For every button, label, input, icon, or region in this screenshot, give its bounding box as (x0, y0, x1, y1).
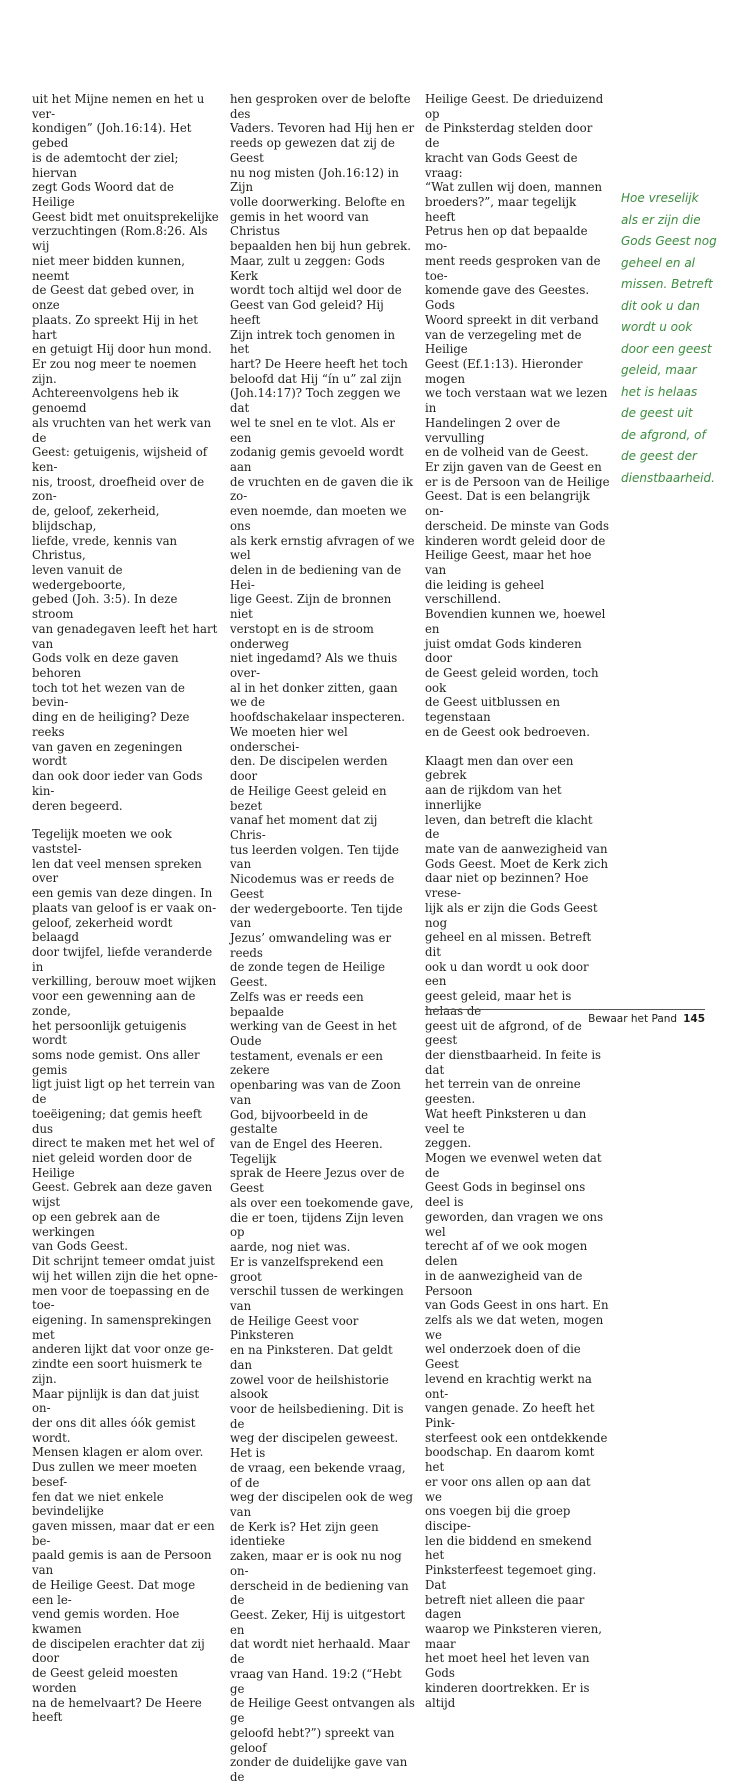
paragraph: Heilige Geest. De drieduizend op de Pinksterdag stelden door de kracht van Gods Geest de vraag: “Wat zullen wij doen, mannen broeders?”, maar tegelijk heeft Petrus hen op dat bepaalde mo- ment reeds gesproken van de toe- komende gave des Geestes. Gods Woord spreekt in dit verband van de verzegeling met de Heilige Geest (Ef.1:13). Hieronder mogen we toch verstaan wat we lezen in Handelingen 2 over de vervulling en de volheid van de Geest. (425, 92, 608, 460)
paragraph: Dus zullen we meer moeten besef- fen dat we niet enkele bevindelijke gaven missen, maar dat er een be- paald gemis is aan de Persoon van de Heilige Geest. Dat moge een le- vend gemis worden. Hoe kwamen de discipelen erachter dat zij door de Geest geleid moesten worden na de hemelvaart? De Heere heeft (32, 1460, 215, 1725)
page-footer (588, 1013, 705, 1025)
pull-quote: Hoe vreselijk als er zijn die Gods Geest nog geheel en al missen. Betreft dit ook u dan wordt u ook door een geest geleid, maar het is helaas de geest uit de afgrond, of de geest der dienstbaarheid. (621, 191, 717, 485)
text-column-2 (230, 92, 415, 1785)
paragraph: hen gesproken over de belofte des Vaders. Tevoren had Hij hen er reeds op gewezen dat zij de Geest nu nog misten (Joh.16:12) in Zijn volle doorwerking. Belofte en gemis in het woord van Christus bepaalden hen bij hun gebrek. Maar, zult u zeggen: Gods Kerk wordt toch altijd wel door de Geest van God geleid? Hij heeft Zijn intrek toch genomen in het hart? De Heere heeft het toch beloofd dat Hij “ín u” zal zijn (Joh.14:17)? Toch zeggen we dat wel te snel en te vlot. Als er een zodanig gemis gevoeld wordt aan de vruchten en de gaven die ik zo- even noemde, dan moeten we ons als kerk ernstig afvragen of we wel delen in de bediening van de Hei- lige Geest. Zijn de bronnen niet verstopt en is de stroom onderweg niet ingedamd? Als we thuis over- al in het donker zitten, gaan we de hoofdschakelaar inspecteren. (230, 92, 415, 725)
paragraph: Dit schrijnt temeer omdat juist wij het willen zijn die het opne- men voor de toepassing en de toe- eigening. In samensprekingen met anderen lijkt dat voor onze ge- zindte een soort huismerk te zijn. Maar pijnlijk is dan dat juist on- der ons dit alles óók gemist wordt. Mensen klagen er alom over. (32, 1254, 218, 1460)
publication-name: Bewaar het Pand (588, 1013, 678, 1025)
paragraph: Mogen we evenwel weten dat de Geest Gods in beginsel ons deel is geworden, dan vragen we ons wel terecht af of we ook mogen delen in de aanwezigheid van de Persoon van Gods Geest in ons hart. En zelfs als we dat weten, mogen we wel onderzoek doen of die Geest levend en krachtig werkt na ont- vangen genade. Zo heeft het Pink- sterfeest ook een ontdekkende boodschap. En daarom komt het er voor ons allen op aan dat we ons voegen bij die groep discipe- len die biddend en smekend het Pinksterfeest tegemoet ging. Dat betreft niet alleen die paar dagen waarop we Pinksteren vieren, maar het moet heel het leven van Gods kinderen doortrekken. Er is altijd (425, 1151, 609, 1710)
page-number: 145 (683, 1013, 705, 1025)
paragraph: Tegelijk moeten we ook vaststel- len dat veel mensen spreken over een gemis van deze dingen. In plaats van geloof is er vaak on- geloof, zekerheid wordt belaagd door twijfel, liefde veranderde in verkilling, berouw moet wijken voor een gewenning aan de zonde, het persoonlijk getuigenis wordt soms node gemist. Ons aller gemis ligt juist ligt op het terrein van de toeëigening; dat gemis heeft dus direct te maken met het wel of niet geleid worden door de Heilige Geest. Gebrek aan deze gaven wijst op een gebrek aan de werkingen van Gods Geest. (32, 827, 217, 1254)
paragraph: Er zijn gaven van de Geest en er is de Persoon van de Heilige Geest. Dat is een belangrijk on- derscheid. De minste van Gods kinderen wordt geleid door de Heilige Geest, maar het hoe van die leiding is geheel verschillend. Bovendien kunnen we, hoewel en juist omdat Gods kinderen door de Geest geleid worden, toch ook de Geest uitblussen en tegenstaan en de Geest ook bedroeven. (425, 459, 610, 739)
text-column-1 (32, 92, 220, 1725)
paragraph: Er is vanzelfsprekend een groot verschil tussen de werkingen van de Heilige Geest voor Pinksteren en na Pinksteren. Dat geldt dan zowel voor de heilshistorie alsook voor de heilsbediening. Dit is de weg der discipelen geweest. Het is de vraag, een bekende vraag, of de weg der discipelen ook de weg van de Kerk is? Het zijn geen identieke zaken, maar er is ook nu nog on- derscheid in de bediening van de Geest. Zeker, Hij is uitgestort en dat wordt niet herhaald. Maar de vraag van Hand. 19:2 (“Hebt ge de Heilige Geest ontvangen als ge geloofd hebt?”) spreekt van geloof zonder de duidelijke gave van de (230, 1254, 415, 1784)
paragraph: We moeten hier wel onderschei- den. De discipelen werden door de Heilige Geest geleid en bezet vanaf het moment dat zij Chris- tus leerden volgen. Ten tijde van Nicodemus was er reeds de Geest der wedergeboorte. Ten tijde van Jezus’ omwandeling was er reeds de zonde tegen de Heilige Geest. Zelfs was er reeds een bepaalde werking van de Geest in het Oude testament, evenals er een zekere openbaring was van de Zoon van God, bijvoorbeeld in de gestalte van de Engel des Heeren. Tegelijk sprak de Heere Jezus over de Geest als over een toekomende gave, die er toen, tijdens Zijn leven op aarde, nog niet was. (230, 724, 414, 1255)
text-column-3 (425, 92, 610, 1710)
footer-rule (425, 1009, 705, 1010)
paragraph: Klaagt men dan over een gebrek aan de rijkdom van het innerlijke leven, dan betreft die klacht de mate van de aanwezigheid van Gods Geest. Moet de Kerk zich daar niet op bezinnen? Hoe vrese- lijk als er zijn die Gods Geest nog geheel en al missen. Betreft dit ook u dan wordt u ook door een geest geleid, maar het is helaas de geest uit de afgrond, of de geest der dienstbaarheid. In feite is dat het terrein van de onreine geesten. Wat heeft Pinksteren u dan veel te zeggen. (425, 753, 608, 1151)
paragraph: uit het Mijne nemen en het u ver- kondigen” (Joh.16:14). Het gebed is de ademtocht der ziel; hiervan zegt Gods Woord dat de Heilige Geest bidt met onuitsprekelijke verzuchtingen (Rom.8:26. Als wij niet meer bidden kunnen, neemt de Geest dat gebed over, in onze plaats. Zo spreekt Hij in het hart en getuigt Hij door hun mond. Er zou nog meer te noemen zijn. Achtereenvolgens heb ik genoemd als vruchten van het werk van de Geest: getuigenis, wijsheid of ken- nis, troost, droefheid over de zon- de, geloof, zekerheid, blijdschap, liefde, vrede, kennis van Christus, leven vanuit de wedergeboorte, gebed (Joh. 3:5). In deze stroom van genadegaven leeft het hart van Gods volk en deze gaven behoren toch tot het wezen van de bevin- ding en de heiliging? Deze reeks van gaven en zegeningen wordt dan ook door ieder van Gods kin- deren begeerd. (32, 92, 219, 813)
